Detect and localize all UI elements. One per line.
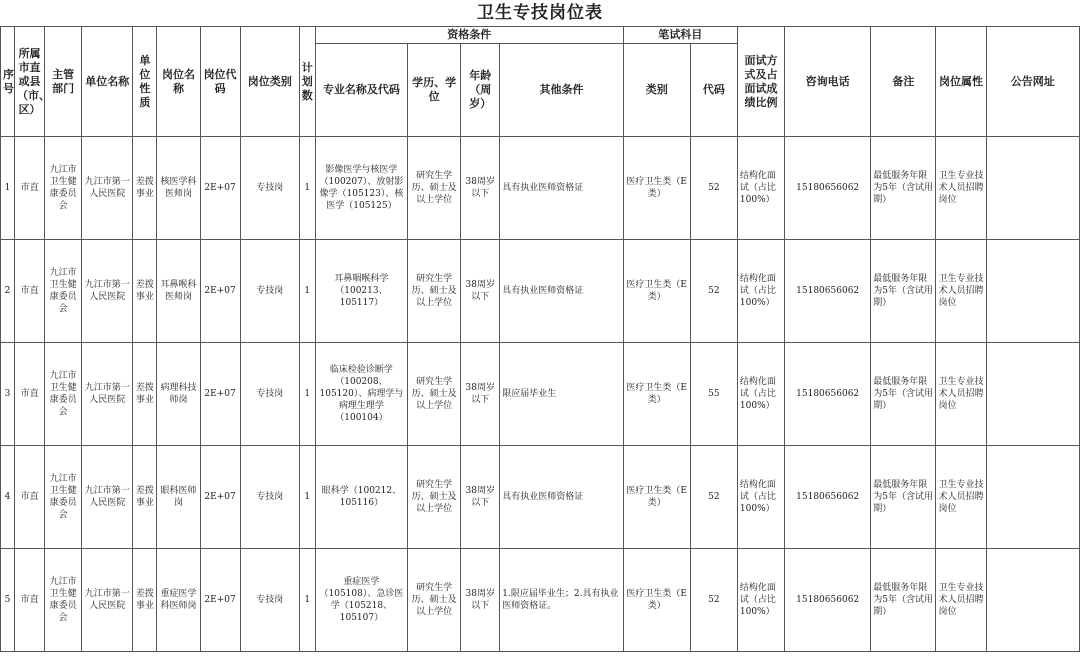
cell-county: 市直 — [15, 240, 45, 343]
header-age: 年龄（周岁） — [461, 44, 500, 137]
cell-age: 38周岁以下 — [461, 343, 500, 446]
header-county: 所属市直或县（市、区） — [15, 27, 45, 137]
cell-seq: 4 — [1, 446, 15, 549]
cell-remark: 最低服务年限为5年（含试用期） — [871, 137, 936, 240]
cell-remark: 最低服务年限为5年（含试用期） — [871, 240, 936, 343]
table-row — [1, 446, 1080, 549]
table-title: 卫生专技岗位表 — [477, 3, 603, 23]
header-post-name: 岗位名称 — [157, 27, 200, 137]
cell-county: 市直 — [15, 549, 45, 652]
cell-edu: 研究生学历、硕士及以上学位 — [408, 446, 461, 549]
cell-post: 耳鼻喉科医师岗 — [157, 240, 200, 343]
cell-age: 38周岁以下 — [461, 137, 500, 240]
cell-phone: 15180656062 — [785, 549, 871, 652]
cell-attr: 卫生专业技术人员招聘岗位 — [936, 549, 986, 652]
cell-other: 限应届毕业生 — [500, 343, 623, 446]
cell-major: 影像医学与核医学（100207）、放射影像学（105123）、核医学（105125） — [315, 137, 407, 240]
cell-nature: 差拨事业 — [133, 446, 157, 549]
cell-unit: 九江市第一人民医院 — [82, 240, 133, 343]
cell-interview: 结构化面试（占比100%） — [737, 549, 784, 652]
header-plan: 计划数 — [299, 27, 315, 137]
table-row — [1, 343, 1080, 446]
cell-phone: 15180656062 — [785, 343, 871, 446]
header-remark: 备注 — [871, 27, 936, 137]
cell-exam-code: 52 — [690, 240, 737, 343]
cell-other: 1.限应届毕业生；2.具有执业医师资格证。 — [500, 549, 623, 652]
cell-attr: 卫生专业技术人员招聘岗位 — [936, 446, 986, 549]
header-exam-code: 代码 — [690, 44, 737, 137]
cell-dept: 九江市卫生健康委员会 — [45, 549, 82, 652]
header-qualifications: 资格条件 — [315, 27, 623, 44]
cell-post: 眼科医师岗 — [157, 446, 200, 549]
cell-type: 专技岗 — [240, 137, 299, 240]
header-post-code: 岗位代码 — [200, 27, 240, 137]
cell-url — [986, 343, 1079, 446]
cell-seq: 1 — [1, 137, 15, 240]
cell-phone: 15180656062 — [785, 137, 871, 240]
cell-plan: 1 — [299, 240, 315, 343]
cell-dept: 九江市卫生健康委员会 — [45, 343, 82, 446]
cell-major: 耳鼻咽喉科学（100213、105117） — [315, 240, 407, 343]
cell-other: 具有执业医师资格证 — [500, 137, 623, 240]
cell-url — [986, 240, 1079, 343]
cell-interview: 结构化面试（占比100%） — [737, 343, 784, 446]
header-unit-nature: 单位性质 — [133, 27, 157, 137]
header-unit: 单位名称 — [82, 27, 133, 137]
cell-phone: 15180656062 — [785, 240, 871, 343]
header-dept: 主管部门 — [45, 27, 82, 137]
cell-dept: 九江市卫生健康委员会 — [45, 446, 82, 549]
cell-major: 眼科学（100212、105116） — [315, 446, 407, 549]
cell-url — [986, 137, 1079, 240]
cell-age: 38周岁以下 — [461, 446, 500, 549]
cell-dept: 九江市卫生健康委员会 — [45, 240, 82, 343]
cell-nature: 差拨事业 — [133, 343, 157, 446]
cell-edu: 研究生学历、硕士及以上学位 — [408, 240, 461, 343]
cell-interview: 结构化面试（占比100%） — [737, 137, 784, 240]
cell-exam-code: 52 — [690, 446, 737, 549]
cell-phone: 15180656062 — [785, 446, 871, 549]
header-major: 专业名称及代码 — [315, 44, 407, 137]
cell-exam-code: 55 — [690, 343, 737, 446]
positions-table — [0, 26, 1080, 652]
cell-attr: 卫生专业技术人员招聘岗位 — [936, 343, 986, 446]
cell-exam-type: 医疗卫生类（E类） — [623, 446, 690, 549]
cell-type: 专技岗 — [240, 343, 299, 446]
header-url: 公告网址 — [986, 27, 1079, 137]
cell-unit: 九江市第一人民医院 — [82, 446, 133, 549]
cell-plan: 1 — [299, 343, 315, 446]
header-other: 其他条件 — [500, 44, 623, 137]
cell-unit: 九江市第一人民医院 — [82, 343, 133, 446]
header-interview: 面试方式及占面试成绩比例 — [737, 27, 784, 137]
cell-plan: 1 — [299, 549, 315, 652]
header-edu: 学历、学位 — [408, 44, 461, 137]
cell-age: 38周岁以下 — [461, 240, 500, 343]
cell-code: 2E+07 — [200, 549, 240, 652]
cell-code: 2E+07 — [200, 240, 240, 343]
cell-nature: 差拨事业 — [133, 240, 157, 343]
cell-remark: 最低服务年限为5年（含试用期） — [871, 549, 936, 652]
cell-attr: 卫生专业技术人员招聘岗位 — [936, 137, 986, 240]
cell-type: 专技岗 — [240, 446, 299, 549]
cell-exam-type: 医疗卫生类（E类） — [623, 137, 690, 240]
header-phone: 咨询电话 — [785, 27, 871, 137]
cell-exam-code: 52 — [690, 137, 737, 240]
cell-post: 核医学科医师岗 — [157, 137, 200, 240]
cell-url — [986, 549, 1079, 652]
cell-post: 重症医学科医师岗 — [157, 549, 200, 652]
cell-exam-type: 医疗卫生类（E类） — [623, 549, 690, 652]
cell-county: 市直 — [15, 343, 45, 446]
cell-dept: 九江市卫生健康委员会 — [45, 137, 82, 240]
cell-major: 重症医学（105108）、急诊医学（105218、105107） — [315, 549, 407, 652]
cell-code: 2E+07 — [200, 446, 240, 549]
cell-url — [986, 446, 1079, 549]
header-exam: 笔试科目 — [623, 27, 737, 44]
cell-edu: 研究生学历、硕士及以上学位 — [408, 343, 461, 446]
cell-code: 2E+07 — [200, 343, 240, 446]
cell-seq: 5 — [1, 549, 15, 652]
cell-remark: 最低服务年限为5年（含试用期） — [871, 343, 936, 446]
cell-major: 临床检验诊断学（100208、105120）、病理学与病理生理学（100104） — [315, 343, 407, 446]
cell-exam-type: 医疗卫生类（E类） — [623, 240, 690, 343]
table-row — [1, 549, 1080, 652]
header-exam-type: 类别 — [623, 44, 690, 137]
cell-edu: 研究生学历、硕士及以上学位 — [408, 137, 461, 240]
cell-plan: 1 — [299, 137, 315, 240]
table-row — [1, 240, 1080, 343]
cell-unit: 九江市第一人民医院 — [82, 549, 133, 652]
cell-county: 市直 — [15, 137, 45, 240]
cell-remark: 最低服务年限为5年（含试用期） — [871, 446, 936, 549]
cell-nature: 差拨事业 — [133, 137, 157, 240]
cell-post: 病理科技师岗 — [157, 343, 200, 446]
cell-age: 38周岁以下 — [461, 549, 500, 652]
header-post-type: 岗位类别 — [240, 27, 299, 137]
cell-other: 具有执业医师资格证 — [500, 446, 623, 549]
cell-code: 2E+07 — [200, 137, 240, 240]
cell-seq: 2 — [1, 240, 15, 343]
cell-type: 专技岗 — [240, 240, 299, 343]
header-seq: 序号 — [1, 27, 15, 137]
cell-other: 具有执业医师资格证 — [500, 240, 623, 343]
cell-county: 市直 — [15, 446, 45, 549]
cell-exam-code: 52 — [690, 549, 737, 652]
cell-plan: 1 — [299, 446, 315, 549]
cell-attr: 卫生专业技术人员招聘岗位 — [936, 240, 986, 343]
cell-interview: 结构化面试（占比100%） — [737, 240, 784, 343]
header-attr: 岗位属性 — [936, 27, 986, 137]
cell-interview: 结构化面试（占比100%） — [737, 446, 784, 549]
cell-seq: 3 — [1, 343, 15, 446]
cell-edu: 研究生学历、硕士及以上学位 — [408, 549, 461, 652]
cell-nature: 差拨事业 — [133, 549, 157, 652]
cell-exam-type: 医疗卫生类（E类） — [623, 343, 690, 446]
cell-type: 专技岗 — [240, 549, 299, 652]
cell-unit: 九江市第一人民医院 — [82, 137, 133, 240]
table-row — [1, 137, 1080, 240]
